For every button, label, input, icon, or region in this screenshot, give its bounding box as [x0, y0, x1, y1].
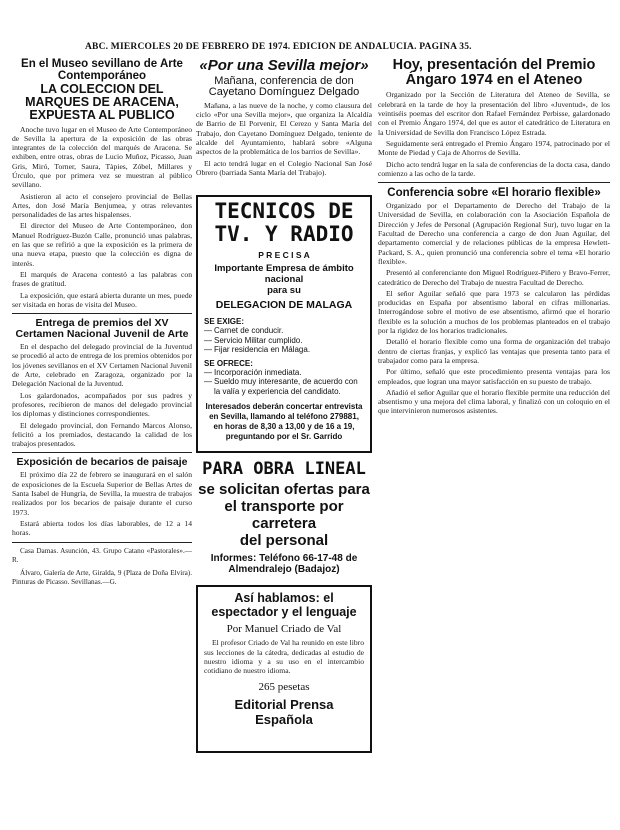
museum-body-1: Anoche tuvo lugar en el Museo de Arte Contemporáneo de Sevilla la apertura de la exposición de las obras integrantes de la colección del marqués de Aracena. Se exhiben, entre otras, obras de Lucio Muñoz, Picasso, Juan Gris, Miró, Torner, Saura, Tàpies, Zóbel, Millares y Úrculo, que por primera vez se muestran al público sevillano.: [12, 124, 192, 190]
becarios-body-1: El próximo día 22 de febrero se inaugurará en el salón de exposiciones de la Escuela Superior de Bellas Artes de Santa Isabel de Hungría, de Sevilla, la muestra de trabajos realizados por los becarios de paisaje durante el curso 1973.: [12, 470, 192, 517]
awards-body-2: Los galardonados, acompañados por sus padres y profesores, recibieron de manos del delegado provincial los diplomas y distinciones correspondientes.: [12, 390, 192, 419]
ateneo-body-2: Seguidamente será entregado el Premio Ángaro 1974, patrocinado por el Monte de Piedad y Caja de Ahorros de Sevilla.: [378, 138, 610, 158]
book-publisher: Editorial Prensa Española: [234, 697, 334, 728]
horario-body-2: Presentó al conferenciante don Miguel Rodríguez-Piñero y Bravo-Ferrer, catedrático de Derecho del Trabajo de nuestra Facultad de Derecho.: [378, 268, 610, 287]
ad-exige-item: — Fijar residencia en Málaga.: [204, 345, 364, 355]
awards-body-1: En el despacho del delegado provincial de la Juventud se procedió al acto de entrega de los premios obtenidos por los jóvenes sevillanos en el XV Certamen Nacional Juvenil de Arte, celebrado en Zaragoza, organizado por la Delegación Nacional de la Juventud.: [12, 342, 192, 389]
book-ad: [196, 585, 372, 753]
ad-exige-item: — Servicio Militar cumplido.: [204, 336, 364, 346]
museum-headline: LA COLECCION DEL MARQUES DE ARACENA, EXPUESTA AL PUBLICO: [25, 82, 179, 123]
museum-body-2: Asistieron al acto el consejero provincial de Bellas Artes, don José María Benjumea, y otras relevantes personalidades de las artes hispalenses.: [12, 191, 192, 220]
horario-body-6: Añadió el señor Aguilar que el horario flexible permite una reducción del absentismo y una mejora del clima laboral, y finalizó con un coloquio en el que intervinieron numerosos asistentes.: [378, 387, 610, 416]
ad-ofrece-item: — Incorporación inmediata.: [204, 368, 364, 378]
column-3: [378, 58, 610, 828]
horario-body-1: Organizado por el Departamento de Derecho del Trabajo de la Universidad de Sevilla, en colaboración con la Asociación Española de Dirección y Jefes de Personal (Agrupación Regional Sur), tuvo lugar en la Facultad de Derecho una conferencia a cargo de don Juan Aguilar, del departamento comercial y de relaciones públicas de la empresa Hewlett-Packard, S. A., quien pronunció una conferencia sobre el tema «El horario flexible».: [378, 201, 610, 266]
museum-body-3: El director del Museo de Arte Contemporáneo, don Manuel Rodríguez-Buzón Calle, pronunció unas palabras, en las que se refirió a que la exposición es la primera de una nueva etapa, puesto que la colección es digna de interés.: [12, 221, 192, 268]
horario-body-5: Por último, señaló que este procedimiento presenta ventajas para los empleados, que logran una mayor satisfacción en su puesto de trabajo.: [378, 367, 610, 386]
ad-title-line-2: TV. Y RADIO: [214, 222, 354, 247]
book-title: Así hablamos: el espectador y el lenguaje: [211, 591, 357, 620]
ad-company: Importante Empresa de ámbito nacional: [214, 263, 354, 286]
museum-body-5: La exposición, que estará abierta durante un mes, puede ser visitada en horas de visita del Museo.: [12, 290, 192, 309]
masthead: ABC. MIERCOLES 20 DE FEBRERO DE 1974. EDICION DE ANDALUCIA. PAGINA 35.: [85, 42, 472, 52]
divider: [12, 452, 192, 453]
transport-contact-1: Informes: Teléfono 66-17-48 de: [210, 553, 358, 565]
ad-exige-item: — Carnet de conducir.: [204, 326, 364, 336]
gallery-note-2: Álvaro, Galería de Arte, Giralda, 9 (Plaza de Doña Elvira). Pinturas de Picasso. Sevillanas.—G.: [12, 568, 192, 586]
sevilla-body-1: Mañana, a las nueve de la noche, y como clausura del ciclo «Por una Sevilla mejor», que organiza la Alcaldía de Barrio de El Porvenir, El Cerezo y Santa María del Trabajo, don Cayetano Domínguez Delgado, teniente de alcalde del Ayuntamiento, hablará sobre «Alguna aspectos de la problemática de los barrios de Sevilla».: [196, 100, 372, 157]
ad-ofrece-item: — Sueldo muy interesante, de acuerdo con la valía y experiencia del candidato.: [204, 377, 364, 396]
ateneo-headline: Hoy, presentación del Premio Ángaro 1974 en el Ateneo: [392, 58, 596, 89]
column-1: [12, 58, 192, 828]
museum-body-4: El marqués de Aracena contestó a las palabras con frases de gratitud.: [12, 269, 192, 289]
divider: [12, 542, 192, 543]
tv-radio-ad: [196, 195, 372, 453]
gallery-note-1: Casa Damas. Asunción, 43. Grupo Catano «Pastorales».—R.: [12, 546, 192, 564]
becarios-headline: Exposición de becarios de paisaje: [16, 456, 188, 469]
book-author: Por Manuel Criado de Val: [226, 623, 342, 636]
ateneo-body-1: Organizado por la Sección de Literatura del Ateneo de Sevilla, se celebrará en la tarde de hoy la presentación del libro «Juventud», de los veintiséis poemas del escritor don Rafael Fernández Perbisse, galardonado con el Premio Ángaro 1974, del que es autor el catedrático de Literatura en la Universidad de Sevilla don Francisco López Estrada.: [378, 90, 610, 137]
sevilla-body-2: El acto tendrá lugar en el Colegio Nacional San José Obrero (barriada Santa María del Trabajo).: [196, 158, 372, 177]
divider: [12, 313, 192, 314]
museum-kicker: En el Museo sevillano de Arte Contemporáneo: [21, 58, 183, 83]
ateneo-body-3: Dicho acto tendrá lugar en la sala de conferencias de la docta casa, dando comienzo a las ocho de la tarde.: [378, 159, 610, 178]
awards-headline: Entrega de premios del XV Certamen Nacional Juvenil de Arte: [15, 317, 189, 341]
transport-ad: [196, 459, 372, 575]
ad-title-line-1: TECNICOS DE: [214, 199, 354, 224]
horario-headline: Conferencia sobre «El horario flexible»: [387, 187, 601, 200]
divider: [378, 182, 610, 183]
column-2: [196, 58, 372, 828]
ad-exige-label: SE EXIGE:: [204, 317, 245, 327]
book-price: 265 pesetas: [258, 681, 310, 694]
horario-body-4: Detalló el horario flexible como una forma de organización del trabajo dentro de ciertas franjas, y explicó las ventajas que presenta tanto para el trabajador como para la empresa.: [378, 337, 610, 365]
sevilla-deck: Mañana, conferencia de don Cayetano Domínguez Delgado: [208, 74, 360, 99]
becarios-body-2: Estará abierta todos los días laborables, de 12 a 14 horas.: [12, 518, 192, 538]
transport-title: PARA OBRA LINEAL: [202, 459, 366, 480]
ad-ofrece-label: SE OFRECE:: [204, 358, 253, 368]
transport-contact-2: Almendralejo (Badajoz): [228, 564, 340, 576]
transport-line-2: el transporte por carretera: [224, 498, 344, 533]
transport-line-1: se solicitan ofertas para: [198, 481, 370, 499]
awards-body-3: El delegado provincial, don Fernando Marcos Alonso, felicitó a los premiados, destacando la calidad de los trabajos presentados.: [12, 420, 192, 449]
book-body: El profesor Criado de Val ha reunido en este libro sus lecciones de la cátedra, dedicadas al estudio de nuestro idioma y a su uso en el intercambio cotidiano de nuestro idioma.: [204, 638, 364, 676]
ad-para: para su: [267, 285, 301, 297]
transport-line-3: del personal: [239, 532, 329, 550]
ad-precisa: P R E C I S A: [258, 250, 310, 261]
sevilla-headline: «Por una Sevilla mejor»: [199, 58, 369, 74]
horario-body-3: El señor Aguilar señaló que para 1973 se calcularon las pérdidas producidas en España por absentismo laboral en cifras millonarias. Interrogándose sobre el motivo de ese absentismo, afirmó que el horario flexible es la solución a muchos de los problemas planteados en el trabajo por la rigidez de los horarios tradicionales.: [378, 288, 610, 336]
ad-delegacion: DELEGACION DE MALAGA: [215, 299, 353, 312]
ad-contact: Interesados deberán concertar entrevista en Sevilla, llamando al teléfono 279881, en horas de 8,30 a 13,00 y de 16 a 19, preguntando por el Sr. Garrido: [205, 402, 363, 442]
